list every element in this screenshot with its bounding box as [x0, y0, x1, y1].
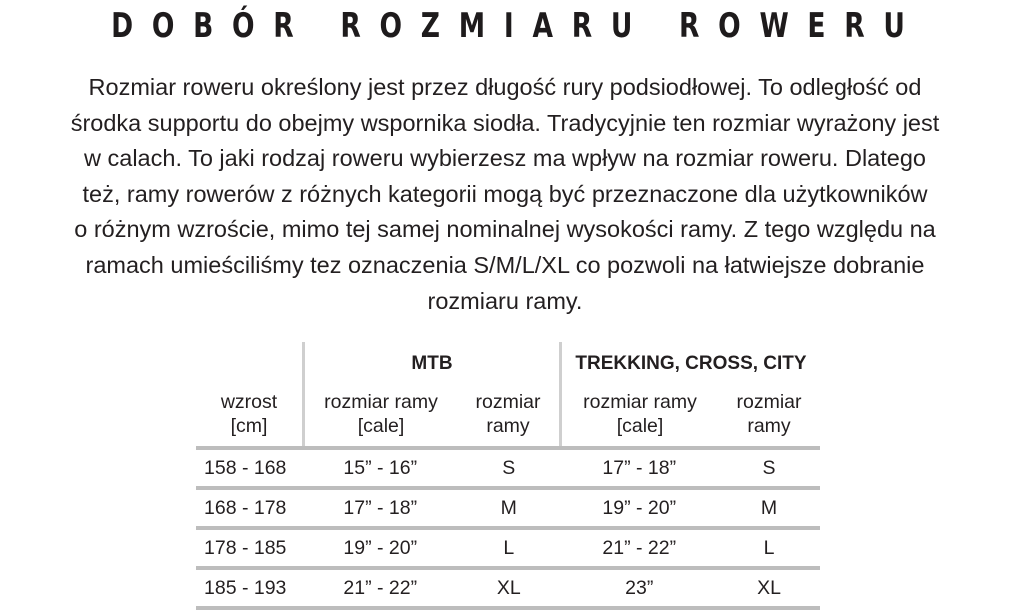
cell: S	[718, 448, 820, 488]
cell-height: 178 - 185	[196, 528, 304, 568]
intro-line: Rozmiar roweru określony jest przez długość rury podsiodłowej. To odległość od	[88, 74, 922, 100]
header-trekking-frame-size: rozmiar ramy	[718, 386, 820, 448]
cell: XL	[718, 568, 820, 608]
cell-height: 185 - 193	[196, 568, 304, 608]
cell: 17” - 18”	[561, 448, 719, 488]
cell: 21” - 22”	[561, 528, 719, 568]
cell-height: 168 - 178	[196, 488, 304, 528]
table-row	[196, 528, 820, 568]
header-mtb-frame-size: rozmiar ramy	[457, 386, 561, 448]
intro-paragraph	[0, 70, 1010, 319]
table-row	[196, 448, 820, 488]
intro-line: też, ramy rowerów z różnych kategorii mogą być przeznaczone dla użytkowników	[82, 180, 928, 207]
intro-line: w calach. To jaki rodzaj roweru wybierzesz ma wpływ na rozmiar roweru. Dlatego	[84, 145, 926, 172]
header-height: wzrost [cm]	[196, 386, 304, 448]
header-mtb-frame-inch: rozmiar ramy [cale]	[304, 386, 458, 448]
page-title: DOBÓR ROZMIARU ROWERU	[111, 6, 924, 46]
cell: L	[457, 528, 561, 568]
cell: M	[718, 488, 820, 528]
column-header-row	[196, 386, 820, 448]
intro-line: rozmiaru ramy.	[427, 287, 583, 314]
table-row	[196, 488, 820, 528]
cell: XL	[457, 568, 561, 608]
intro-line: o różnym wzroście, mimo tej samej nominalnej wysokości ramy. Z tego względu na	[74, 216, 936, 243]
cell: 21” - 22”	[304, 568, 458, 608]
cell: 19” - 20”	[561, 488, 719, 528]
cell: 17” - 18”	[304, 488, 458, 528]
cell: 15” - 16”	[304, 448, 458, 488]
intro-line: ramach umieściliśmy tez oznaczenia S/M/L/XL co pozwoli na łatwiejsze dobranie	[85, 251, 925, 278]
header-trekking-frame-inch: rozmiar ramy [cale]	[561, 386, 719, 448]
cell: 23”	[561, 568, 719, 608]
group-header-row	[196, 342, 820, 386]
cell: M	[457, 488, 561, 528]
group-trekking: TREKKING, CROSS, CITY	[561, 342, 821, 386]
cell: S	[457, 448, 561, 488]
group-mtb: MTB	[304, 342, 561, 386]
empty-cell	[196, 342, 304, 386]
cell-height: 158 - 168	[196, 448, 304, 488]
intro-line: środka supportu do obejmy wspornika siodła. Tradycyjnie ten rozmiar wyrażony jest	[70, 109, 940, 136]
table-row	[196, 568, 820, 608]
cell: L	[718, 528, 820, 568]
cell: 19” - 20”	[304, 528, 458, 568]
size-table	[196, 342, 820, 610]
